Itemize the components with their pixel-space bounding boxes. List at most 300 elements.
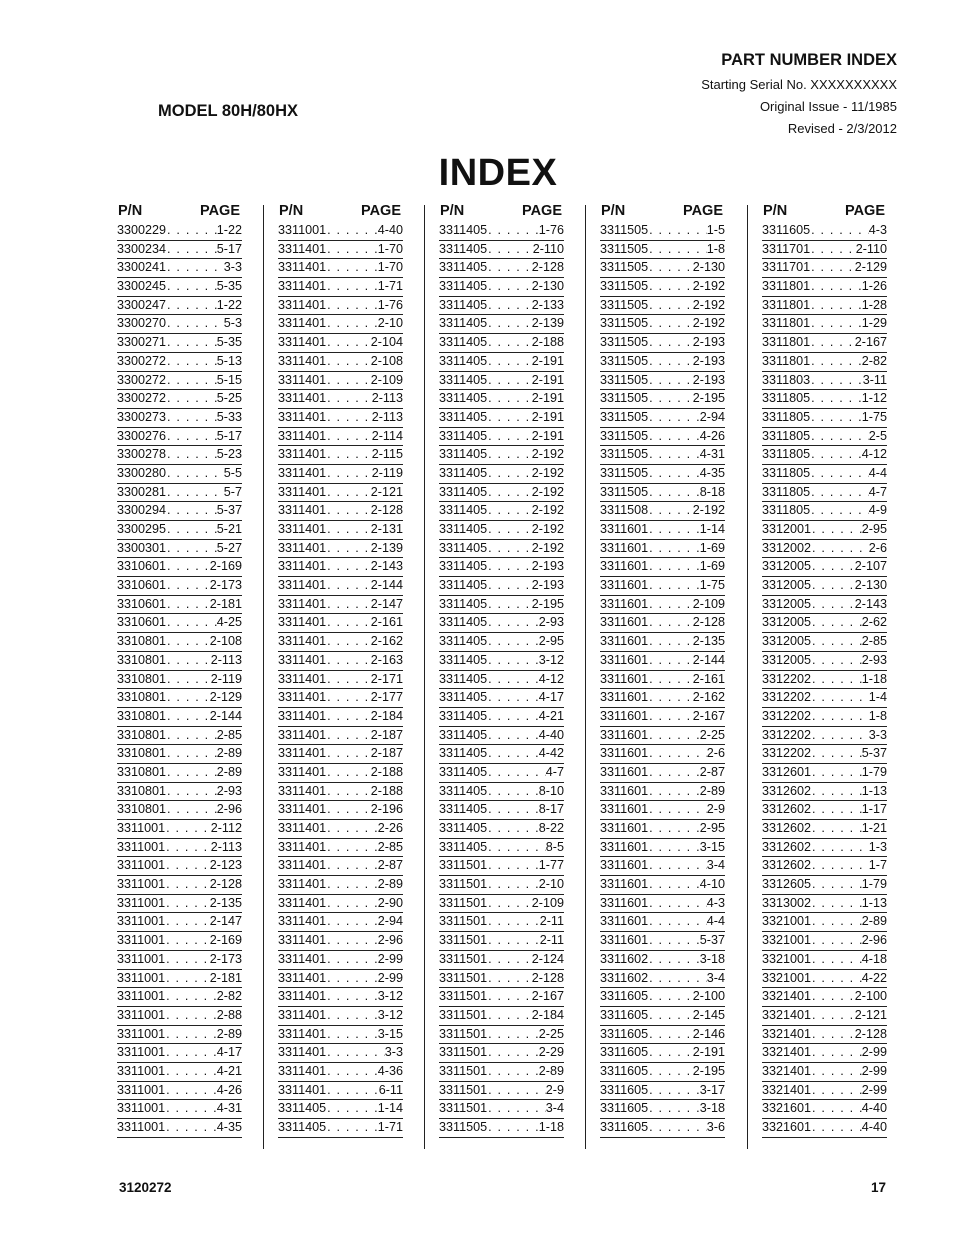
- page-reference: 5-37: [861, 746, 887, 761]
- index-row: [439, 334, 564, 353]
- index-row: [117, 652, 242, 671]
- index-row: [278, 390, 403, 409]
- part-number: 3311001: [117, 1026, 166, 1041]
- column-divider: [424, 205, 425, 1149]
- page-reference: 2-147: [209, 914, 242, 929]
- page-reference: 2-89: [538, 1063, 564, 1078]
- index-row: [117, 783, 242, 802]
- dot-leader: [326, 801, 371, 819]
- index-row: [600, 1007, 725, 1026]
- index-row: [117, 970, 242, 989]
- index-row: [439, 521, 564, 540]
- index-row: [439, 745, 564, 764]
- index-row: [762, 783, 887, 802]
- dot-leader: [487, 614, 539, 632]
- page-reference: 2-95: [861, 522, 887, 536]
- index-row: [600, 372, 725, 391]
- dot-leader: [810, 334, 855, 352]
- index-row: [600, 353, 725, 372]
- dot-leader: [811, 540, 869, 558]
- page-reference: 2-188: [531, 335, 564, 350]
- dot-leader: [326, 259, 378, 277]
- page-reference: 2-123: [209, 858, 242, 873]
- page-reference: 2-89: [699, 783, 725, 798]
- dot-leader: [326, 783, 371, 801]
- dot-leader: [810, 353, 862, 371]
- dot-leader: [487, 708, 539, 726]
- page-reference: 2-192: [692, 297, 725, 312]
- part-number: 3311601: [600, 858, 649, 873]
- part-number: 3311405: [439, 615, 488, 630]
- part-number: 3311405: [439, 727, 488, 742]
- page-reference: 2-143: [854, 596, 887, 611]
- page-header: PAGE: [844, 203, 885, 219]
- dot-leader: [326, 932, 378, 950]
- index-row: [600, 932, 725, 951]
- part-number: 3311601: [600, 634, 649, 649]
- part-number: 3311505: [439, 1120, 488, 1134]
- dot-leader: [811, 783, 862, 801]
- page-reference: 2-181: [209, 970, 242, 985]
- index-row: [600, 540, 725, 559]
- index-row: [600, 1063, 725, 1082]
- index-row: [439, 1026, 564, 1045]
- index-row: [600, 633, 725, 652]
- page-reference: 1-77: [538, 858, 564, 873]
- part-number: 3311601: [600, 559, 649, 574]
- index-row: [439, 1119, 564, 1138]
- index-row: [600, 521, 725, 540]
- part-number: 3311505: [600, 391, 649, 406]
- page-reference: 2-195: [692, 391, 725, 406]
- dot-leader: [166, 671, 211, 689]
- dot-leader: [326, 988, 378, 1006]
- dot-leader: [165, 1007, 217, 1025]
- dot-leader: [648, 839, 700, 857]
- dot-leader: [811, 1007, 855, 1025]
- part-number: 3311401: [278, 1026, 327, 1041]
- part-number: 3311505: [600, 465, 649, 480]
- page-reference: 5-37: [699, 933, 725, 948]
- page-reference: 2-162: [370, 634, 403, 649]
- page-reference: 2-181: [209, 596, 242, 611]
- index-row: [762, 484, 887, 503]
- index-row: [278, 1119, 403, 1138]
- index-row: [762, 278, 887, 297]
- document-number: 3120272: [119, 1180, 172, 1195]
- page-reference: 2-99: [861, 1082, 887, 1097]
- page-reference: 4-40: [861, 1101, 887, 1116]
- part-number: 3311401: [278, 615, 327, 630]
- page-reference: 2-193: [692, 372, 725, 387]
- part-number: 3311601: [600, 877, 649, 892]
- page-reference: 2-6: [706, 746, 725, 761]
- page-reference: 4-25: [216, 615, 242, 630]
- page-reference: 1-22: [216, 223, 242, 237]
- dot-leader: [326, 465, 372, 483]
- page-reference: 2-192: [692, 316, 725, 331]
- index-row: [439, 409, 564, 428]
- dot-leader: [487, 1119, 539, 1137]
- page-reference: 1-13: [861, 895, 887, 910]
- index-row: [278, 521, 403, 540]
- page-reference: 5-27: [216, 540, 242, 555]
- page-reference: 2-128: [692, 615, 725, 630]
- page-reference: 2-144: [209, 708, 242, 723]
- page-reference: 5-15: [216, 372, 242, 387]
- dot-leader: [326, 764, 371, 782]
- part-number: 3311401: [278, 1082, 327, 1097]
- dot-leader: [810, 222, 869, 240]
- part-number: 3311505: [600, 241, 649, 256]
- page-reference: 2-89: [216, 746, 242, 761]
- page-reference: 2-62: [861, 615, 887, 630]
- index-row: [117, 801, 242, 820]
- dot-leader: [326, 1063, 378, 1081]
- page-reference: 4-26: [216, 1082, 242, 1097]
- page-reference: 2-128: [531, 970, 564, 985]
- page-reference: 2-191: [692, 1045, 725, 1060]
- page-reference: 4-17: [216, 1045, 242, 1060]
- dot-leader: [648, 745, 707, 763]
- dot-leader: [648, 484, 700, 502]
- part-number: 3321001: [762, 970, 812, 985]
- index-row: [117, 1082, 242, 1101]
- part-number: 3300247: [117, 297, 167, 312]
- index-row: [117, 446, 242, 465]
- dot-leader: [326, 484, 371, 502]
- dot-leader: [648, 951, 700, 969]
- part-number: 3312602: [762, 802, 812, 817]
- dot-leader: [487, 502, 532, 520]
- page-reference: 2-104: [370, 335, 403, 350]
- part-number: 3311405: [439, 316, 488, 331]
- page-reference: 4-22: [861, 970, 887, 985]
- dot-leader: [487, 297, 532, 315]
- part-number: 3313002: [762, 895, 812, 910]
- page-reference: 4-21: [216, 1063, 242, 1078]
- dot-leader: [648, 970, 707, 988]
- part-number: 3311605: [600, 1082, 649, 1097]
- part-number: 3311401: [278, 1063, 327, 1078]
- page-reference: 2-88: [216, 1007, 242, 1022]
- index-row: [762, 1119, 887, 1138]
- page-reference: 1-13: [861, 783, 887, 798]
- dot-leader: [326, 1007, 378, 1025]
- page-reference: 2-93: [861, 652, 887, 667]
- part-number: 3311801: [762, 335, 811, 350]
- page-reference: 2-192: [692, 503, 725, 518]
- index-row: [600, 241, 725, 260]
- index-row: [762, 895, 887, 914]
- index-row: [439, 465, 564, 484]
- dot-leader: [648, 1007, 693, 1025]
- page-reference: 3-3: [384, 1045, 403, 1060]
- part-number: 3310801: [117, 783, 167, 798]
- dot-leader: [326, 577, 371, 595]
- page-reference: 2-131: [370, 522, 403, 536]
- index-row: [762, 334, 887, 353]
- dot-leader: [165, 857, 210, 875]
- index-row: [600, 783, 725, 802]
- part-number: 3321601: [762, 1101, 812, 1116]
- index-row: [762, 353, 887, 372]
- revised-date: Revised - 2/3/2012: [787, 121, 897, 136]
- index-row: [762, 1100, 887, 1119]
- part-number: 3311601: [600, 671, 649, 686]
- page-reference: 4-35: [216, 1120, 242, 1134]
- page-reference: 2-121: [854, 1007, 887, 1022]
- dot-leader: [326, 913, 378, 931]
- dot-leader: [326, 558, 371, 576]
- page-reference: 4-3: [868, 223, 887, 237]
- index-row: [600, 502, 725, 521]
- part-number: 3312602: [762, 783, 812, 798]
- dot-leader: [166, 783, 217, 801]
- dot-leader: [326, 596, 371, 614]
- dot-leader: [648, 857, 707, 875]
- part-number: 3311401: [278, 652, 327, 667]
- index-row: [439, 633, 564, 652]
- page-reference: 2-133: [531, 297, 564, 312]
- part-number: 3311405: [439, 540, 488, 555]
- page-reference: 3-6: [706, 1120, 725, 1134]
- index-row: [278, 689, 403, 708]
- index-row: [762, 932, 887, 951]
- page-reference: 2-109: [692, 596, 725, 611]
- page-reference: 2-147: [370, 596, 403, 611]
- page-reference: 1-14: [377, 1101, 403, 1116]
- dot-leader: [648, 315, 693, 333]
- part-number: 3310801: [117, 764, 167, 779]
- dot-leader: [165, 1026, 217, 1044]
- index-row: [762, 540, 887, 559]
- part-number: 3311401: [278, 690, 327, 705]
- dot-leader: [648, 558, 700, 576]
- index-row: [117, 241, 242, 260]
- dot-leader: [487, 876, 539, 894]
- index-row: [117, 558, 242, 577]
- page-reference: 2-144: [692, 652, 725, 667]
- page-reference: 8-22: [538, 821, 564, 835]
- index-row: [762, 839, 887, 858]
- index-row: [762, 764, 887, 783]
- page-reference: 4-10: [699, 877, 725, 892]
- index-row: [117, 614, 242, 633]
- dot-leader: [648, 502, 693, 520]
- page-reference: 2-192: [531, 540, 564, 555]
- part-number: 3311605: [600, 1063, 649, 1078]
- index-row: [278, 988, 403, 1007]
- part-number: 3311401: [278, 316, 327, 331]
- page-reference: 1-22: [216, 297, 242, 312]
- index-row: [439, 502, 564, 521]
- index-row: [439, 970, 564, 989]
- part-number: 3311405: [439, 353, 488, 368]
- page-reference: 1-29: [861, 316, 887, 331]
- part-number: 3311405: [439, 746, 488, 761]
- dot-leader: [326, 428, 372, 446]
- pn-header: P/N: [601, 203, 626, 219]
- index-row: [278, 932, 403, 951]
- index-row: [600, 259, 725, 278]
- page-reference: 2-187: [370, 746, 403, 761]
- index-row: [278, 558, 403, 577]
- dot-leader: [811, 671, 862, 689]
- dot-leader: [811, 951, 862, 969]
- document-section-title: PART NUMBER INDEX: [721, 51, 897, 69]
- page-reference: 2-93: [538, 615, 564, 630]
- index-row: [439, 689, 564, 708]
- index-row: [439, 895, 564, 914]
- page-reference: 1-75: [699, 578, 725, 593]
- dot-leader: [326, 970, 378, 988]
- part-number: 3312005: [762, 652, 812, 667]
- page-reference: 4-17: [538, 690, 564, 705]
- page-reference: 4-7: [868, 484, 887, 499]
- index-row: [600, 1044, 725, 1063]
- part-number: 3311601: [600, 821, 649, 835]
- index-row: [278, 1082, 403, 1101]
- index-row: [439, 708, 564, 727]
- dot-leader: [648, 353, 693, 371]
- pn-header: P/N: [763, 203, 788, 219]
- dot-leader: [326, 895, 378, 913]
- part-number: 3311401: [278, 764, 327, 779]
- part-number: 3311602: [600, 970, 649, 985]
- dot-leader: [648, 409, 700, 427]
- index-row: [600, 596, 725, 615]
- index-row: [762, 745, 887, 764]
- dot-leader: [487, 334, 532, 352]
- part-number: 3300229: [117, 223, 167, 237]
- index-row: [600, 315, 725, 334]
- part-number: 3311601: [600, 540, 649, 555]
- part-number: 3312601: [762, 764, 812, 779]
- index-row: [117, 465, 242, 484]
- dot-leader: [326, 839, 378, 857]
- index-row: [278, 1026, 403, 1045]
- part-number: 3300272: [117, 372, 167, 387]
- dot-leader: [326, 390, 372, 408]
- dot-leader: [811, 1044, 862, 1062]
- index-row: [278, 596, 403, 615]
- dot-leader: [166, 372, 217, 390]
- page-reference: 5-13: [216, 353, 242, 368]
- dot-leader: [166, 409, 217, 427]
- page-reference: 2-193: [692, 335, 725, 350]
- part-number: 3311605: [600, 1026, 649, 1041]
- index-row: [762, 1007, 887, 1026]
- dot-leader: [166, 577, 210, 595]
- page-reference: 1-70: [377, 260, 403, 275]
- page-reference: 5-35: [216, 279, 242, 294]
- index-row: [762, 465, 887, 484]
- dot-leader: [810, 465, 869, 483]
- page-reference: 5-25: [216, 391, 242, 406]
- page-reference: 2-113: [371, 391, 403, 406]
- index-row: [117, 409, 242, 428]
- part-number: 3312002: [762, 540, 812, 555]
- page-reference: 2-113: [371, 409, 403, 424]
- dot-leader: [165, 970, 210, 988]
- page-reference: 2-187: [370, 727, 403, 742]
- page-reference: 2-169: [209, 559, 242, 574]
- page-reference: 1-28: [861, 297, 887, 312]
- part-number: 3311401: [278, 428, 327, 443]
- dot-leader: [810, 484, 869, 502]
- part-number: 3311401: [278, 353, 327, 368]
- dot-leader: [165, 913, 210, 931]
- index-row: [762, 502, 887, 521]
- part-number: 3311405: [439, 297, 488, 312]
- page-reference: 2-5: [868, 428, 887, 443]
- page-reference: 2-96: [216, 802, 242, 817]
- index-row: [600, 839, 725, 858]
- index-row: [278, 502, 403, 521]
- page-reference: 2-108: [209, 634, 242, 649]
- part-number: 3311605: [600, 989, 649, 1004]
- dot-leader: [811, 521, 862, 539]
- dot-leader: [810, 390, 862, 408]
- index-row: [439, 484, 564, 503]
- index-row: [600, 671, 725, 690]
- index-row: [600, 689, 725, 708]
- page-reference: 5-33: [216, 409, 242, 424]
- dot-leader: [648, 1044, 693, 1062]
- index-row: [278, 857, 403, 876]
- page-reference: 8-5: [545, 839, 564, 854]
- part-number: 3311401: [278, 1045, 327, 1060]
- index-row: [117, 315, 242, 334]
- page-reference: 5-37: [216, 503, 242, 518]
- part-number: 3311601: [600, 746, 649, 761]
- part-number: 3311601: [600, 708, 649, 723]
- part-number: 3311405: [439, 839, 488, 854]
- dot-leader: [648, 671, 693, 689]
- dot-leader: [326, 278, 378, 296]
- part-number: 3311501: [439, 858, 488, 873]
- index-row: [600, 484, 725, 503]
- page-reference: 2-163: [370, 652, 403, 667]
- part-number: 3311401: [278, 877, 327, 892]
- page-reference: 2-100: [854, 989, 887, 1004]
- page-reference: 2-99: [861, 1045, 887, 1060]
- part-number: 3321401: [762, 1063, 812, 1078]
- index-row: [762, 1026, 887, 1045]
- part-number: 3300272: [117, 353, 167, 368]
- dot-leader: [166, 222, 217, 240]
- page-reference: 2-99: [377, 970, 403, 985]
- page-reference: 4-4: [706, 914, 725, 929]
- index-row: [762, 558, 887, 577]
- part-number: 3321001: [762, 914, 812, 929]
- index-row: [117, 428, 242, 447]
- page-reference: 2-184: [370, 708, 403, 723]
- dot-leader: [811, 970, 862, 988]
- dot-leader: [166, 241, 217, 259]
- page-reference: 2-146: [692, 1026, 725, 1041]
- dot-leader: [166, 633, 210, 651]
- dot-leader: [326, 540, 371, 558]
- dot-leader: [326, 1082, 379, 1100]
- index-row: [439, 558, 564, 577]
- page-reference: 2-9: [706, 802, 725, 817]
- part-number: 3310601: [117, 615, 167, 630]
- part-number: 3311601: [600, 596, 649, 611]
- index-row: [762, 521, 887, 540]
- page-reference: 2-100: [692, 989, 725, 1004]
